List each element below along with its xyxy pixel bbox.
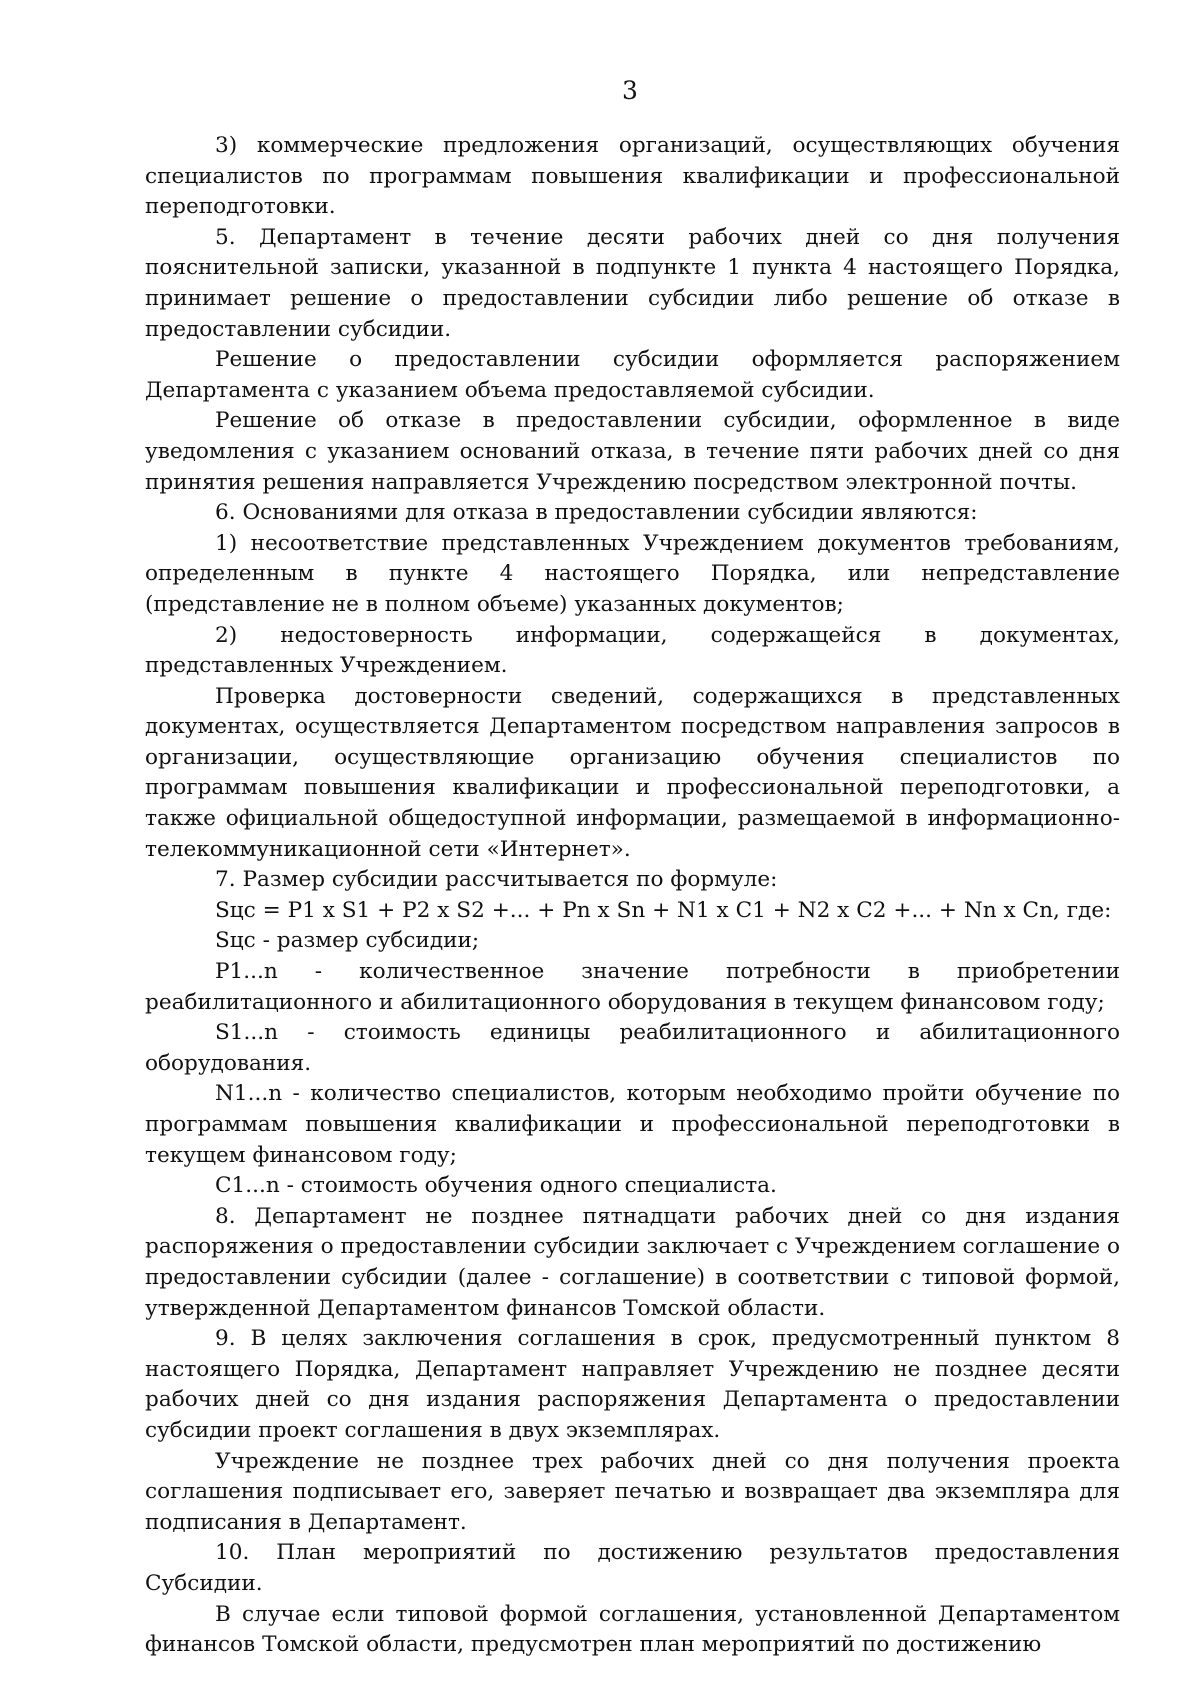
- paragraph-point-6-item-2: 2) недостоверность информации, содержащейся в документах, представленных Учреждением.: [145, 622, 1120, 679]
- paragraph-point-10: 10. План мероприятий по достижению результатов предоставления Субсидии.: [145, 1540, 1120, 1596]
- paragraph-verification: Проверка достоверности сведений, содержащихся в представленных документах, осуществляется Департаментом посредством направления запросов в организации, осуществляющие организацию обучения специалистов по программам повышения квалификации и профессиональной переподготовки, а также официальной общедоступной информации, размещаемой в информационно-телекоммуникационной сети «Интернет».: [145, 683, 1120, 862]
- paragraph-decision-refusal: Решение об отказе в предоставлении субсидии, оформленное в виде уведомления с указанием оснований отказа, в течение пяти рабочих дней со дня принятия решения направляется Учреждению посредством электронной почты.: [145, 408, 1120, 495]
- paragraph-point-6-item-1: 1) несоответствие представленных Учреждением документов требованиям, определенным в пункте 4 настоящего Порядка, или непредставление (представление не в полном объеме) указанных документов;: [145, 530, 1120, 617]
- formula-definition-s: S1...n - стоимость единицы реабилитационного и абилитационного оборудования.: [145, 1020, 1120, 1076]
- paragraph-point-7: 7. Размер субсидии рассчитывается по формуле:: [215, 867, 778, 893]
- document-body: [145, 131, 1120, 1661]
- paragraph-decision-grant: Решение о предоставлении субсидии оформляется распоряжением Департамента с указанием объема предоставляемой субсидии.: [145, 347, 1120, 403]
- formula: Sцс = P1 x S1 + P2 x S2 +... + Pn x Sn + N1 x C1 + N2 x C2 +... + Nn x Cn, где:: [215, 897, 1112, 923]
- formula-definition-p: P1...n - количественное значение потребности в приобретении реабилитационного и абилитационного оборудования в текущем финансовом году;: [145, 959, 1120, 1015]
- formula-definition-scs: Sцс - размер субсидии;: [215, 928, 480, 954]
- paragraph-point-5: 5. Департамент в течение десяти рабочих дней со дня получения пояснительной записки, указанной в подпункте 1 пункта 4 настоящего Порядка, принимает решение о предоставлении субсидии либо решение об отказе в предоставлении субсидии.: [145, 224, 1120, 342]
- paragraph-agreement-signing: Учреждение не позднее трех рабочих дней со дня получения проекта соглашения подписывает его, заверяет печатью и возвращает два экземпляра для подписания в Департамент.: [145, 1448, 1120, 1535]
- paragraph-point-8: 8. Департамент не позднее пятнадцати рабочих дней со дня издания распоряжения о предоставлении субсидии заключает с Учреждением соглашение о предоставлении субсидии (далее - соглашение) в соответствии с типовой формой, утвержденной Департаментом финансов Томской области.: [145, 1203, 1120, 1321]
- paragraph-point-9: 9. В целях заключения соглашения в срок, предусмотренный пунктом 8 настоящего Порядка, Департамент направляет Учреждению не позднее десяти рабочих дней со дня издания распоряжения Департамента о предоставлении субсидии проект соглашения в двух экземплярах.: [145, 1326, 1120, 1443]
- paragraph-point-6: 6. Основаниями для отказа в предоставлении субсидии являются:: [215, 500, 978, 526]
- page-number: 3: [622, 76, 638, 105]
- formula-definition-n: N1...n - количество специалистов, которым необходимо пройти обучение по программам повышения квалификации и профессиональной переподготовки в текущем финансовом году;: [145, 1081, 1120, 1168]
- paragraph-action-plan: В случае если типовой формой соглашения, установленной Департаментом финансов Томской области, предусмотрен план мероприятий по достижению: [145, 1601, 1120, 1658]
- paragraph-item-3-commercial-offers: 3) коммерческие предложения организаций, осуществляющих обучения специалистов по программам повышения квалификации и профессиональной переподготовки.: [145, 133, 1120, 220]
- formula-definition-c: C1...n - стоимость обучения одного специалиста.: [215, 1173, 777, 1199]
